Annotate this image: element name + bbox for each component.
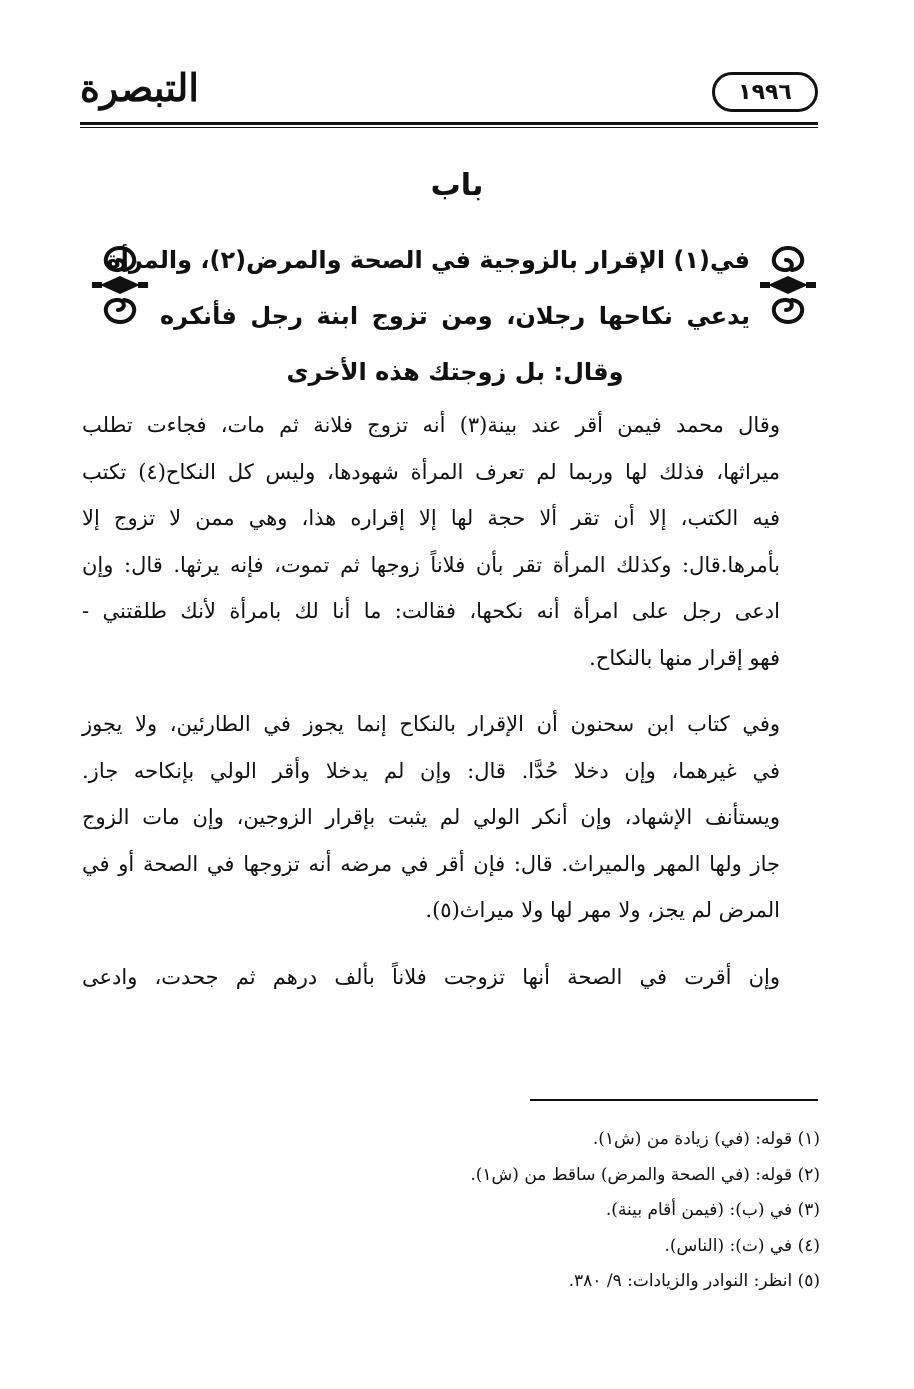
chapter-title-line: وقال: بل زوجتك هذه الأخرى <box>286 358 624 386</box>
running-header <box>80 58 818 128</box>
text-line: ميراثها، فذلك لها وربما لم تعرف المرأة شهودها، وليس كل النكاح(٤) تكتب <box>82 459 780 484</box>
text-line: وقال محمد فيمن أقر عند بينة(٣) أنه تزوج فلانة ثم مات، فجاءت تطلب <box>82 413 780 437</box>
text-line: وإن أقرت في الصحة أنها تزوجت فلاناً بألف درهم ثم جحدت، وادعى <box>82 964 780 989</box>
book-title: التبصرة <box>80 65 199 110</box>
body-text <box>82 402 820 1020</box>
footnote-separator <box>530 1099 818 1101</box>
chapter-title-line: في(١) الإقرار بالزوجية في الصحة والمرض(٢)، والمرأة <box>106 246 750 274</box>
chapter-title-line: يدعي نكاحها رجلان، ومن تزوج ابنة رجل فأنكره <box>160 302 750 330</box>
chapter-title <box>106 232 750 400</box>
text-line: فيه الكتب، إلا أن تقر ألا حجة لها إلا إقراره هذا، وهي ممن لا تزوج إلا <box>82 506 780 530</box>
text-line: بأمرها.قال: وكذلك المرأة تقر بأن فلاناً زوجها ثم تموت، فإنه يرثها. قال: وإن <box>82 552 780 577</box>
page-number: ١٩٩٦ <box>738 79 792 105</box>
header-rule <box>80 122 818 125</box>
page-number-frame <box>712 72 818 112</box>
text-line: فهو إقرار منها بالنكاح. <box>589 645 780 670</box>
header-rule-thin <box>80 127 818 128</box>
footnote: (٥) انظر: النوادر والزيادات: ٩/ ٣٨٠. <box>568 1271 820 1291</box>
paragraph <box>82 701 820 934</box>
text-line: المرض لم يجز، ولا مهر لها ولا ميراث(٥). <box>425 898 780 922</box>
paragraph <box>82 402 820 681</box>
footnote: (٤) في (ت): (الناس). <box>664 1235 820 1256</box>
footnote: (١) قوله: (في) زيادة من (ش١). <box>592 1129 820 1149</box>
text-line: جاز ولها المهر والميراث. قال: فإن أقر في مرضه أنه تزوجها في الصحة أو في <box>82 851 780 876</box>
footnotes <box>82 1122 820 1300</box>
text-line: ويستأنف الإشهاد، وإن أنكر الولي لم يثبت بإقرار الزوجين، وإن مات الزوج <box>82 805 780 829</box>
text-line: وفي كتاب ابن سحنون أن الإقرار بالنكاح إنما يجوز في الطارئين، ولا يجوز <box>82 712 780 736</box>
footnote: (٣) في (ب): (فيمن أقام بينة). <box>605 1200 820 1220</box>
text-line: ادعى رجل على امرأة أنه نكحها، فقالت: ما أنا لك بامرأة لأنك طلقتني - <box>82 599 780 623</box>
footnote: (٢) قوله: (في الصحة والمرض) ساقط من (ش١). <box>470 1164 820 1185</box>
paragraph <box>82 954 820 1001</box>
ornament-right-icon <box>758 240 818 330</box>
chapter-label: باب <box>430 168 484 203</box>
text-line: في غيرهما، وإن دخلا حُدَّا. قال: وإن لم يدخلا وأقر الولي بإنكاحه جاز. <box>82 758 780 783</box>
